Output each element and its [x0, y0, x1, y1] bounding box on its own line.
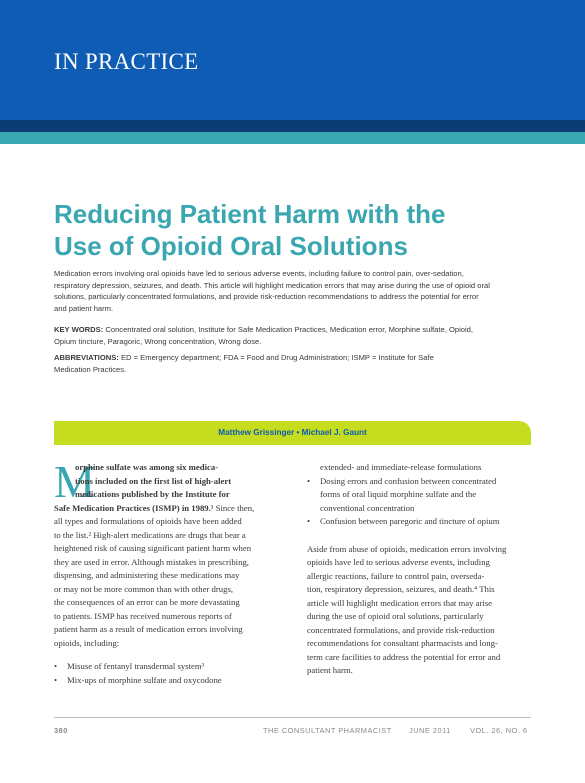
- body-text: tions included on the first list of high-alert: [75, 475, 232, 486]
- body-text: dispensing, and administering these medications may: [54, 570, 240, 580]
- page-number: 380: [54, 726, 68, 735]
- body-text-line: [54, 556, 249, 569]
- body-text-line: [54, 610, 232, 623]
- body-text-line: concentrated formulations, and provide risk-reduction: [307, 624, 495, 635]
- journal-name: THE CONSULTANT PHARMACIST: [263, 726, 392, 735]
- article-title-line: Reducing Patient Harm with the: [54, 199, 446, 229]
- abstract-line: solutions, particularly concentrated formulations, and provide risk-reduction recommendations to address the potential for error: [54, 292, 479, 302]
- article-title: [54, 198, 534, 262]
- body-text-line: [54, 623, 243, 636]
- body-text-line: [54, 583, 233, 596]
- bullet-item: conventional concentration: [320, 502, 415, 513]
- abstract-line: Medication errors involving oral opioids have led to serious adverse events, including failure to control pain, over-sedation,: [54, 269, 464, 278]
- body-text-line: [54, 542, 251, 555]
- body-text: medications published by the Institute for: [75, 489, 230, 499]
- body-text-line: [54, 637, 119, 650]
- body-text: the consequences of an error can be more devastating: [54, 597, 240, 607]
- bullet-continuation: extended- and immediate-release formulations: [320, 462, 482, 472]
- keywords-line: [54, 324, 532, 336]
- issue-date: JUNE 2011: [409, 726, 451, 735]
- body-text: or may not be more common than with other drugs,: [54, 583, 234, 594]
- body-text: they are used in error. Although mistakes in prescribing,: [54, 556, 249, 567]
- body-text-line: [54, 596, 240, 609]
- body-text-line: [54, 529, 246, 542]
- header-band-dark: [0, 120, 585, 132]
- body-text-line: [75, 461, 218, 474]
- body-text-line: recommendations for consultant pharmacists and long-: [307, 638, 498, 648]
- body-text-line: Aside from abuse of opioids, medication errors involving: [307, 543, 507, 554]
- abbreviations-line: [54, 352, 532, 364]
- bullet-item: Mix-ups of morphine sulfate and oxycodone: [67, 674, 222, 685]
- bullet-item: Dosing errors and confusion between concentrated: [320, 475, 497, 486]
- keywords-text: Concentrated oral solution, Institute for Safe Medication Practices, Medication error, Morphine sulfate, Opioid,: [105, 325, 473, 334]
- bullet-marker: •: [54, 674, 58, 685]
- body-text-line: patient harm.: [307, 665, 353, 675]
- body-text: all types and formulations of opioids have been added: [54, 516, 242, 526]
- body-text-line: tion, respiratory depression, seizures, and death.⁴ This: [307, 584, 495, 594]
- body-text: Safe Medication Practices (ISMP) in 1989.¹: [54, 502, 214, 513]
- abbreviations-label: ABBREVIATIONS:: [54, 353, 119, 362]
- authors: Matthew Grissinger • Michael J. Gaunt: [218, 428, 367, 437]
- body-text-line: opioids have led to serious adverse events, including: [307, 557, 490, 567]
- section-title: IN PRACTICE: [54, 49, 199, 74]
- drop-cap: M: [54, 456, 95, 507]
- author-bar: [54, 421, 531, 445]
- body-text-line: [54, 502, 254, 515]
- body-text-line: [75, 488, 230, 501]
- body-text: to the list.² High-alert medications are drugs that bear a: [54, 529, 246, 540]
- body-text: heightened risk of causing significant patient harm when: [54, 543, 252, 553]
- header-band-teal: [0, 132, 585, 144]
- abbreviations-text: ED = Emergency department; FDA = Food and Drug Administration; ISMP = Institute for Safe: [120, 353, 434, 362]
- bullet-marker: •: [307, 475, 311, 486]
- bullet-marker: •: [307, 516, 311, 526]
- abbreviations-line: Medication Practices.: [54, 364, 127, 374]
- body-text-line: term care facilities to address the potential for error and: [307, 651, 501, 662]
- bullet-item: Misuse of fentanyl transdermal system³: [67, 661, 205, 671]
- abstract-line: and patient harm.: [54, 303, 114, 313]
- keywords-line: Opium tincture, Paragoric, Wrong concentration, Wrong dose.: [54, 336, 262, 346]
- abstract: [54, 268, 532, 314]
- body-text-line: article will highlight medication errors that may arise: [307, 597, 493, 608]
- abbreviations: [54, 352, 532, 375]
- body-text-line: allergic reactions, failure to control pain, overseda-: [307, 570, 485, 581]
- body-text: opioids, including:: [54, 637, 120, 648]
- keywords: [54, 324, 532, 347]
- body-text: Since then,: [213, 502, 255, 513]
- section-header: [0, 0, 585, 120]
- article-title-line: Use of Opioid Oral Solutions: [54, 231, 408, 261]
- body-text: to patients. ISMP has received numerous reports of: [54, 610, 232, 621]
- body-text-line: [54, 515, 242, 528]
- body-text-line: [54, 569, 239, 582]
- abstract-line: respiratory depression, seizures, and death. This article will highlight medication errors that may arise during the use of opioid oral: [54, 280, 490, 290]
- body-text: patient harm as a result of medication errors involving: [54, 624, 243, 634]
- keywords-label: KEY WORDS:: [54, 325, 104, 334]
- body-text: orphine sulfate was among six medica-: [75, 462, 219, 472]
- footer-rule: [54, 717, 531, 718]
- body-text-line: [75, 475, 231, 488]
- bullet-item: forms of oral liquid morphine sulfate and the: [320, 489, 477, 499]
- bullet-marker: •: [54, 661, 58, 671]
- bullet-item: Confusion between paregoric and tincture of opium: [320, 516, 500, 526]
- volume-info: VOL. 26, NO. 6: [470, 726, 528, 735]
- body-text-line: during the use of opioid oral solutions, particularly: [307, 611, 484, 621]
